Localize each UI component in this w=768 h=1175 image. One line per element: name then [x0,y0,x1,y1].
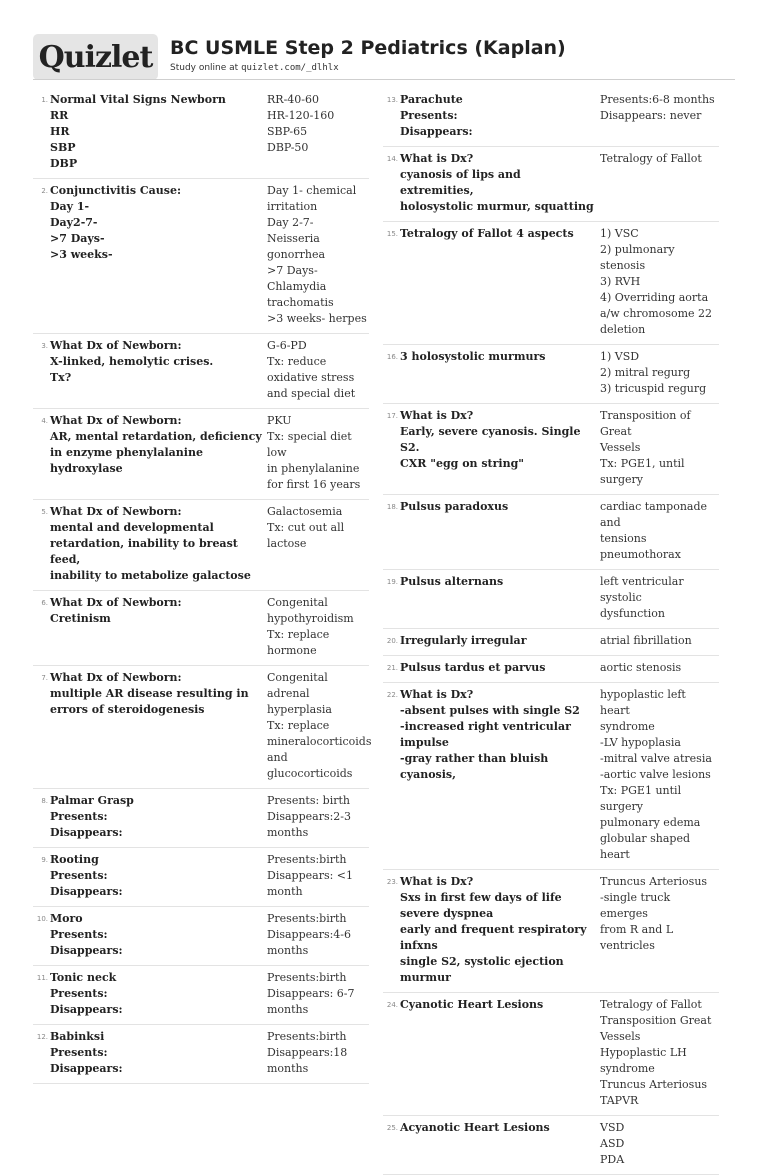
card-number: 3. [41,342,48,350]
card-definition: atrial fibrillation [600,634,692,647]
flashcard-row [33,666,372,789]
card-definition: left ventricular systolic dysfunction [600,575,684,620]
flashcard-row [33,966,369,1025]
study-url-link[interactable]: quizlet.com/_dlhlx [241,63,339,73]
card-definition: 1) VSC 2) pulmonary stenosis 3) RVH 4) Overriding aorta a/w chromosome 22 deletion [600,227,713,336]
card-definition: Presents:6-8 months Disappears: never [600,93,715,122]
card-term: Parachute Presents: Disappears: [400,93,473,138]
card-column-left [33,88,372,1084]
card-definition: Presents: birth Disappears:2-3 months [267,794,352,839]
card-term: Moro Presents: Disappears: [50,912,123,957]
card-term: What Dx of Newborn: mental and developmental retardation, inability to breast feed, inability to metabolize galactose [50,505,251,582]
card-definition: Presents:birth Disappears: <1 month [267,853,354,898]
card-term: What is Dx? cyanosis of lips and extremities, holosystolic murmur, squatting [400,152,594,213]
card-term: What Dx of Newborn: X-linked, hemolytic crises. Tx? [50,339,214,384]
card-number: 4. [41,417,48,425]
flashcard-row [33,500,369,591]
flashcard-row [383,495,719,570]
flashcard-row [383,629,719,656]
flashcard-row [383,870,719,993]
flashcard-row [383,147,719,222]
card-number: 22. [386,691,398,699]
quizlet-logo[interactable]: Quizlet [33,34,158,80]
card-term: What Dx of Newborn: multiple AR disease resulting in errors of steroidogenesis [50,671,249,716]
card-definition: aortic stenosis [600,661,682,674]
card-definition: Tetralogy of Fallot [600,152,702,165]
card-term: Conjunctivitis Cause: Day 1- Day2-7- >7 Days- >3 weeks- [50,184,182,261]
card-definition: Galactosemia Tx: cut out all lactose [267,505,345,550]
header-divider [33,79,735,80]
study-online-text [170,63,339,73]
card-definition: VSD ASD PDA [600,1121,625,1166]
card-definition: Day 1- chemical irritation Day 2-7- Neisseria gonorrhea >7 Days- Chlamydia trachomatis >3 weeks- herpes [267,184,367,325]
card-term: Palmar Grasp Presents: Disappears: [50,794,134,839]
flashcard-row [383,345,719,404]
card-term: Tonic neck Presents: Disappears: [50,971,123,1016]
card-term: What Dx of Newborn: AR, mental retardation, deficiency in enzyme phenylalanine hydroxylase [50,414,262,475]
card-number: 10. [36,915,48,923]
card-number: 21. [386,664,398,672]
flashcard-row [383,683,719,870]
flashcard-row [383,656,719,683]
card-term: Normal Vital Signs Newborn RR HR SBP DBP [50,93,226,170]
card-term: 3 holosystolic murmurs [400,350,546,363]
card-term: Pulsus paradoxus [400,500,509,513]
card-definition: Congenital adrenal hyperplasia Tx: replace mineralocorticoids and glucocorticoids [267,671,372,780]
card-number: 19. [386,578,398,586]
card-definition: Presents:birth Disappears:18 months [267,1030,348,1075]
flashcard-row [33,179,369,334]
card-term: What is Dx? Sxs in first few days of life severe dyspnea early and frequent respiratory infxns single S2, systolic ejection murmur [400,875,587,984]
card-number: 17. [386,412,398,420]
card-term: Pulsus tardus et parvus [400,661,546,674]
card-definition: Congenital hypothyroidism Tx: replace hormone [267,596,354,657]
card-number: 14. [386,155,398,163]
card-number: 15. [386,230,398,238]
flashcard-row [383,570,719,629]
card-term: Irregularly irregular [400,634,527,647]
page-title: BC USMLE Step 2 Pediatrics (Kaplan) [170,37,566,59]
card-number: 23. [386,878,398,886]
flashcard-row [33,409,369,500]
card-definition: Transposition of Great Vessels Tx: PGE1, until surgery [600,409,691,486]
page-header [33,34,735,80]
card-number: 2. [41,187,48,195]
card-number: 7. [41,674,48,682]
card-number: 5. [41,508,48,516]
flashcard-row [33,907,369,966]
card-term: Babinksi Presents: Disappears: [50,1030,123,1075]
card-number: 6. [41,599,48,607]
card-number: 11. [36,974,48,982]
card-definition: Truncus Arteriosus -single truck emerges from R and L ventricles [600,875,708,952]
flashcard-row [33,1025,369,1084]
subtitle-prefix: Study online at [170,63,242,73]
card-number: 1. [41,96,48,104]
card-term: Pulsus alternans [400,575,504,588]
card-definition: G-6-PD Tx: reduce oxidative stress and special diet [267,339,356,400]
card-number: 13. [386,96,398,104]
flashcard-row [33,789,369,848]
card-number: 18. [386,503,398,511]
card-term: Cyanotic Heart Lesions [400,998,544,1011]
card-column-right [383,88,719,1175]
flashcard-row [33,88,369,179]
card-definition: Presents:birth Disappears: 6-7 months [267,971,355,1016]
card-definition: RR-40-60 HR-120-160 SBP-65 DBP-50 [267,93,335,154]
flashcard-row [33,848,369,907]
card-number: 24. [386,1001,398,1009]
flashcard-row [383,1116,719,1175]
flashcard-row [383,222,719,345]
card-number: 8. [41,797,48,805]
card-number: 9. [41,856,48,864]
flashcard-row [33,334,369,409]
card-term: What is Dx? -absent pulses with single S2 -increased right ventricular impulse -gray rather than bluish cyanosis, [400,688,580,781]
flashcard-row [383,88,719,147]
flashcard-row [383,404,719,495]
card-term: Rooting Presents: Disappears: [50,853,123,898]
card-definition: 1) VSD 2) mitral regurg 3) tricuspid regurg [600,350,707,395]
card-definition: Presents:birth Disappears:4-6 months [267,912,352,957]
flashcard-row [383,993,719,1116]
card-definition: Tetralogy of Fallot Transposition Great Vessels Hypoplastic LH syndrome Truncus Arteriosus TAPVR [600,998,712,1107]
card-number: 12. [36,1033,48,1041]
card-term: Acyanotic Heart Lesions [400,1121,550,1134]
card-number: 25. [386,1124,398,1132]
card-definition: hypoplastic left heart syndrome -LV hypoplasia -mitral valve atresia -aortic valve lesions Tx: PGE1 until surgery pulmonary edema globular shaped heart [600,688,712,861]
card-number: 16. [386,353,398,361]
flashcard-row [33,591,369,666]
card-definition: cardiac tamponade and tensions pneumothorax [600,500,708,561]
card-term: What is Dx? Early, severe cyanosis. Single S2. CXR "egg on string" [400,409,581,470]
card-definition: PKU Tx: special diet low in phenylalanine for first 16 years [267,414,361,491]
card-term: What Dx of Newborn: Cretinism [50,596,182,625]
card-term: Tetralogy of Fallot 4 aspects [400,227,574,240]
card-number: 20. [386,637,398,645]
